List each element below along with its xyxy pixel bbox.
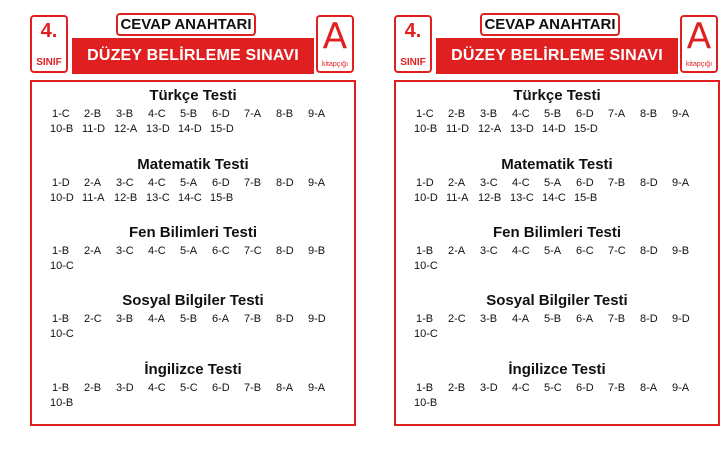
- answer-item: 7-A: [244, 108, 262, 120]
- answer-row: [52, 328, 352, 343]
- answer-item: 10-D: [50, 192, 74, 204]
- answer-item: 6-A: [212, 313, 230, 325]
- answer-row: [52, 382, 352, 397]
- answer-item: 4-C: [148, 177, 166, 189]
- answer-row: [52, 260, 352, 275]
- answer-item: 6-D: [576, 382, 594, 394]
- answer-item: 3-B: [480, 108, 498, 120]
- answer-item: 10-B: [414, 397, 438, 409]
- answer-item: 6-C: [576, 245, 594, 257]
- section-title: Türkçe Testi: [513, 87, 601, 104]
- answer-item: 5-B: [180, 313, 198, 325]
- answer-item: 5-A: [544, 177, 562, 189]
- answer-item: 4-C: [512, 245, 530, 257]
- section-title: Fen Bilimleri Testi: [128, 224, 258, 241]
- answer-item: 2-B: [448, 382, 466, 394]
- answer-item: 2-A: [448, 245, 466, 257]
- answer-item: 7-B: [608, 382, 626, 394]
- answer-item: 13-C: [146, 192, 170, 204]
- card-header: [28, 10, 358, 74]
- answer-item: 6-D: [212, 108, 230, 120]
- grade-badge: [394, 15, 432, 73]
- answer-item: 3-B: [116, 313, 134, 325]
- answer-item: 14-C: [542, 192, 566, 204]
- answer-row: [416, 192, 716, 207]
- answer-item: 4-C: [512, 382, 530, 394]
- answer-item: 1-B: [52, 313, 70, 325]
- answer-item: 1-B: [52, 382, 70, 394]
- answer-item: 8-B: [276, 108, 294, 120]
- answer-item: 10-B: [414, 123, 438, 135]
- answer-item: 2-C: [448, 313, 466, 325]
- answer-item: 7-B: [244, 382, 262, 394]
- answer-item: 3-D: [116, 382, 134, 394]
- answer-item: 10-B: [50, 123, 74, 135]
- card-header: [392, 10, 720, 74]
- exam-banner: DÜZEY BELİRLEME SINAVI: [436, 38, 678, 74]
- answer-item: 10-C: [414, 328, 438, 340]
- answer-item: 3-D: [480, 382, 498, 394]
- grade-badge: [30, 15, 68, 73]
- answer-item: 3-C: [116, 177, 134, 189]
- answer-item: 4-C: [148, 108, 166, 120]
- answer-row: [416, 260, 716, 275]
- answer-row: [416, 313, 716, 328]
- booklet-letter: A: [322, 16, 348, 57]
- section-title: İngilizce Testi: [508, 361, 606, 378]
- answer-item: 15-B: [574, 192, 598, 204]
- answer-item: 3-C: [480, 177, 498, 189]
- answer-item: 3-C: [480, 245, 498, 257]
- booklet-sub-label: kitapçığı: [685, 61, 713, 68]
- booklet-logo: [316, 15, 354, 73]
- answer-row: [52, 192, 352, 207]
- answer-row: [52, 397, 352, 412]
- answer-item: 7-B: [608, 313, 626, 325]
- answer-item: 1-C: [52, 108, 70, 120]
- header-title: CEVAP ANAHTARI: [116, 13, 256, 36]
- answer-item: 1-B: [52, 245, 70, 257]
- answer-item: 7-C: [608, 245, 626, 257]
- answer-item: 4-C: [512, 177, 530, 189]
- answer-row: [52, 245, 352, 260]
- answer-item: 8-A: [640, 382, 658, 394]
- answer-item: 7-C: [244, 245, 262, 257]
- answer-item: 9-B: [308, 245, 326, 257]
- answer-item: 6-A: [576, 313, 594, 325]
- answer-item: 2-B: [448, 108, 466, 120]
- answer-row: [416, 177, 716, 192]
- answer-item: 9-D: [672, 313, 690, 325]
- answer-item: 8-D: [640, 245, 658, 257]
- answer-item: 5-C: [544, 382, 562, 394]
- answer-item: 14-C: [178, 192, 202, 204]
- answer-key-card-right: [392, 10, 720, 426]
- answer-item: 4-C: [512, 108, 530, 120]
- answer-item: 13-D: [510, 123, 534, 135]
- answer-item: 6-D: [212, 177, 230, 189]
- answer-row: [52, 123, 352, 138]
- answer-item: 11-A: [82, 192, 105, 204]
- answer-row: [52, 177, 352, 192]
- answer-item: 15-D: [574, 123, 598, 135]
- answer-item: 15-D: [210, 123, 234, 135]
- answers-panel: [394, 80, 720, 426]
- answer-item: 7-B: [608, 177, 626, 189]
- answer-item: 6-C: [212, 245, 230, 257]
- answer-item: 10-C: [50, 260, 74, 272]
- booklet-letter: A: [686, 16, 712, 57]
- booklet-sub-label: kitapçığı: [321, 61, 349, 68]
- answer-item: 7-B: [244, 177, 262, 189]
- answer-item: 12-B: [114, 192, 138, 204]
- answer-item: 8-D: [640, 313, 658, 325]
- answer-item: 10-C: [414, 260, 438, 272]
- answer-item: 12-B: [478, 192, 502, 204]
- answer-item: 8-D: [276, 313, 294, 325]
- answer-item: 4-C: [148, 382, 166, 394]
- answer-row: [416, 382, 716, 397]
- answer-row: [416, 328, 716, 343]
- answer-item: 5-A: [180, 177, 198, 189]
- answer-item: 11-D: [446, 123, 470, 135]
- section-title: Türkçe Testi: [149, 87, 237, 104]
- answer-item: 8-A: [276, 382, 294, 394]
- answer-row: [416, 123, 716, 138]
- answer-item: 1-B: [416, 245, 434, 257]
- header-title: CEVAP ANAHTARI: [480, 13, 620, 36]
- answer-item: 9-A: [308, 108, 326, 120]
- answer-item: 1-D: [416, 177, 434, 189]
- section-title: Matematik Testi: [501, 156, 613, 173]
- answer-item: 1-D: [52, 177, 70, 189]
- grade-number: 4.: [404, 20, 422, 42]
- answer-item: 3-C: [116, 245, 134, 257]
- answer-item: 13-C: [510, 192, 534, 204]
- answer-item: 5-A: [544, 245, 562, 257]
- answer-item: 9-A: [308, 177, 326, 189]
- answer-item: 4-A: [512, 313, 530, 325]
- answer-item: 2-A: [84, 177, 102, 189]
- answer-item: 13-D: [146, 123, 170, 135]
- answer-item: 11-D: [82, 123, 106, 135]
- answer-item: 2-A: [448, 177, 466, 189]
- answer-item: 2-B: [84, 382, 102, 394]
- answer-item: 6-D: [576, 177, 594, 189]
- answer-row: [416, 245, 716, 260]
- answer-item: 1-B: [416, 382, 434, 394]
- answer-row: [52, 108, 352, 123]
- answer-key-card-left: [28, 10, 358, 426]
- grade-label: SINIF: [400, 57, 426, 68]
- section-title: Fen Bilimleri Testi: [492, 224, 622, 241]
- exam-banner: DÜZEY BELİRLEME SINAVI: [72, 38, 314, 74]
- answer-item: 4-A: [148, 313, 166, 325]
- answer-item: 3-B: [116, 108, 134, 120]
- answer-item: 1-C: [416, 108, 434, 120]
- answer-row: [416, 397, 716, 412]
- answer-item: 15-B: [210, 192, 234, 204]
- answer-item: 10-B: [50, 397, 74, 409]
- answer-item: 5-B: [180, 108, 198, 120]
- grade-label: SINIF: [36, 57, 62, 68]
- answer-item: 9-D: [308, 313, 326, 325]
- answer-item: 2-B: [84, 108, 102, 120]
- answer-item: 5-A: [180, 245, 198, 257]
- answer-item: 14-D: [542, 123, 566, 135]
- answer-item: 7-A: [608, 108, 626, 120]
- booklet-logo: [680, 15, 718, 73]
- answer-item: 1-B: [416, 313, 434, 325]
- answer-item: 6-D: [212, 382, 230, 394]
- answer-item: 8-B: [640, 108, 658, 120]
- answer-item: 12-A: [114, 123, 138, 135]
- answer-item: 5-B: [544, 313, 562, 325]
- answer-item: 8-D: [276, 245, 294, 257]
- answer-item: 5-B: [544, 108, 562, 120]
- section-title: Sosyal Bilgiler Testi: [486, 292, 628, 309]
- grade-number: 4.: [40, 20, 58, 42]
- answer-item: 12-A: [478, 123, 502, 135]
- answer-item: 4-C: [148, 245, 166, 257]
- answer-item: 2-C: [84, 313, 102, 325]
- section-title: Matematik Testi: [137, 156, 249, 173]
- answer-row: [52, 313, 352, 328]
- answer-item: 9-A: [672, 108, 690, 120]
- section-title: İngilizce Testi: [144, 361, 242, 378]
- answer-item: 10-D: [414, 192, 438, 204]
- answer-item: 5-C: [180, 382, 198, 394]
- answer-item: 8-D: [640, 177, 658, 189]
- answers-panel: [30, 80, 356, 426]
- answer-item: 9-B: [672, 245, 690, 257]
- answer-item: 9-A: [672, 177, 690, 189]
- answer-item: 9-A: [308, 382, 326, 394]
- answer-item: 3-B: [480, 313, 498, 325]
- answer-item: 9-A: [672, 382, 690, 394]
- answer-item: 14-D: [178, 123, 202, 135]
- answer-item: 11-A: [446, 192, 469, 204]
- answer-row: [416, 108, 716, 123]
- answer-item: 7-B: [244, 313, 262, 325]
- answer-item: 2-A: [84, 245, 102, 257]
- section-title: Sosyal Bilgiler Testi: [122, 292, 264, 309]
- answer-item: 10-C: [50, 328, 74, 340]
- answer-item: 6-D: [576, 108, 594, 120]
- answer-item: 8-D: [276, 177, 294, 189]
